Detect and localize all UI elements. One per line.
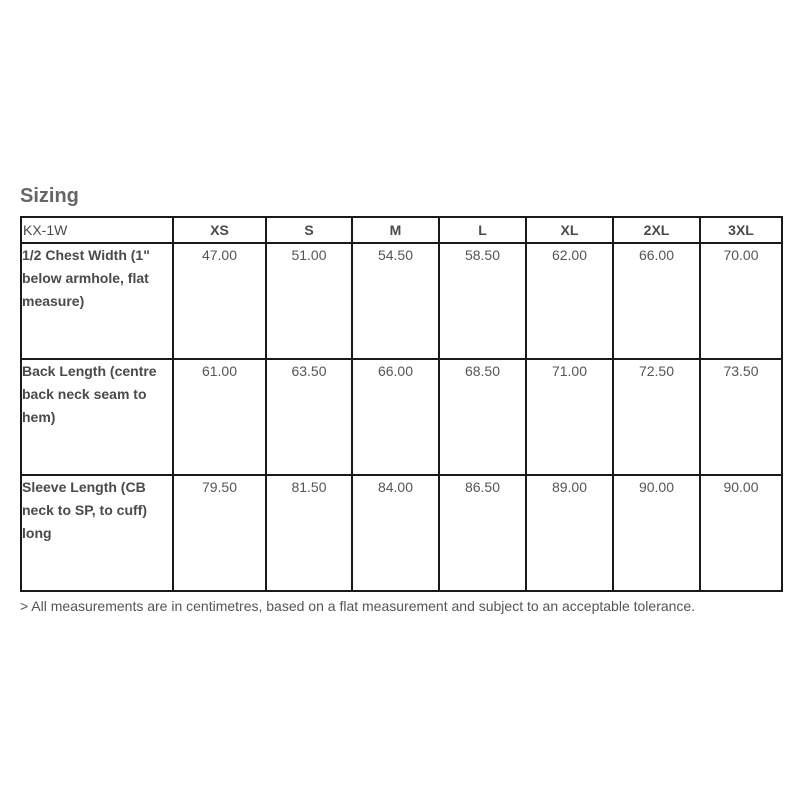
row-label: Back Length (centre back neck seam to hem) xyxy=(21,359,173,475)
table-cell: 72.50 xyxy=(613,359,700,475)
size-header-3xl: 3XL xyxy=(700,217,782,243)
table-cell: 70.00 xyxy=(700,243,782,359)
size-header-l: L xyxy=(439,217,526,243)
table-cell: 47.00 xyxy=(173,243,266,359)
table-cell: 66.00 xyxy=(613,243,700,359)
table-cell: 66.00 xyxy=(352,359,439,475)
table-cell: 90.00 xyxy=(700,475,782,591)
table-cell: 89.00 xyxy=(526,475,613,591)
row-label: 1/2 Chest Width (1" below armhole, flat measure) xyxy=(21,243,173,359)
table-cell: 86.50 xyxy=(439,475,526,591)
table-cell: 51.00 xyxy=(266,243,352,359)
table-cell: 61.00 xyxy=(173,359,266,475)
table-cell: 79.50 xyxy=(173,475,266,591)
table-row-sleeve-length xyxy=(21,475,782,591)
table-cell: 90.00 xyxy=(613,475,700,591)
table-row-back-length xyxy=(21,359,782,475)
style-code-header: KX-1W xyxy=(21,217,173,243)
table-cell: 71.00 xyxy=(526,359,613,475)
size-header-s: S xyxy=(266,217,352,243)
size-header-m: M xyxy=(352,217,439,243)
sizing-table xyxy=(20,216,783,592)
row-label: Sleeve Length (CB neck to SP, to cuff) long xyxy=(21,475,173,591)
table-cell: 63.50 xyxy=(266,359,352,475)
size-header-xs: XS xyxy=(173,217,266,243)
table-row-chest-width xyxy=(21,243,782,359)
measurement-footnote: > All measurements are in centimetres, based on a flat measurement and subject to an acceptable tolerance. xyxy=(20,598,696,614)
size-header-2xl: 2XL xyxy=(613,217,700,243)
table-cell: 73.50 xyxy=(700,359,782,475)
section-title: Sizing xyxy=(20,185,79,207)
table-cell: 54.50 xyxy=(352,243,439,359)
table-cell: 62.00 xyxy=(526,243,613,359)
table-header-row xyxy=(21,217,782,243)
table-cell: 58.50 xyxy=(439,243,526,359)
table-cell: 68.50 xyxy=(439,359,526,475)
size-header-xl: XL xyxy=(526,217,613,243)
table-cell: 81.50 xyxy=(266,475,352,591)
table-cell: 84.00 xyxy=(352,475,439,591)
